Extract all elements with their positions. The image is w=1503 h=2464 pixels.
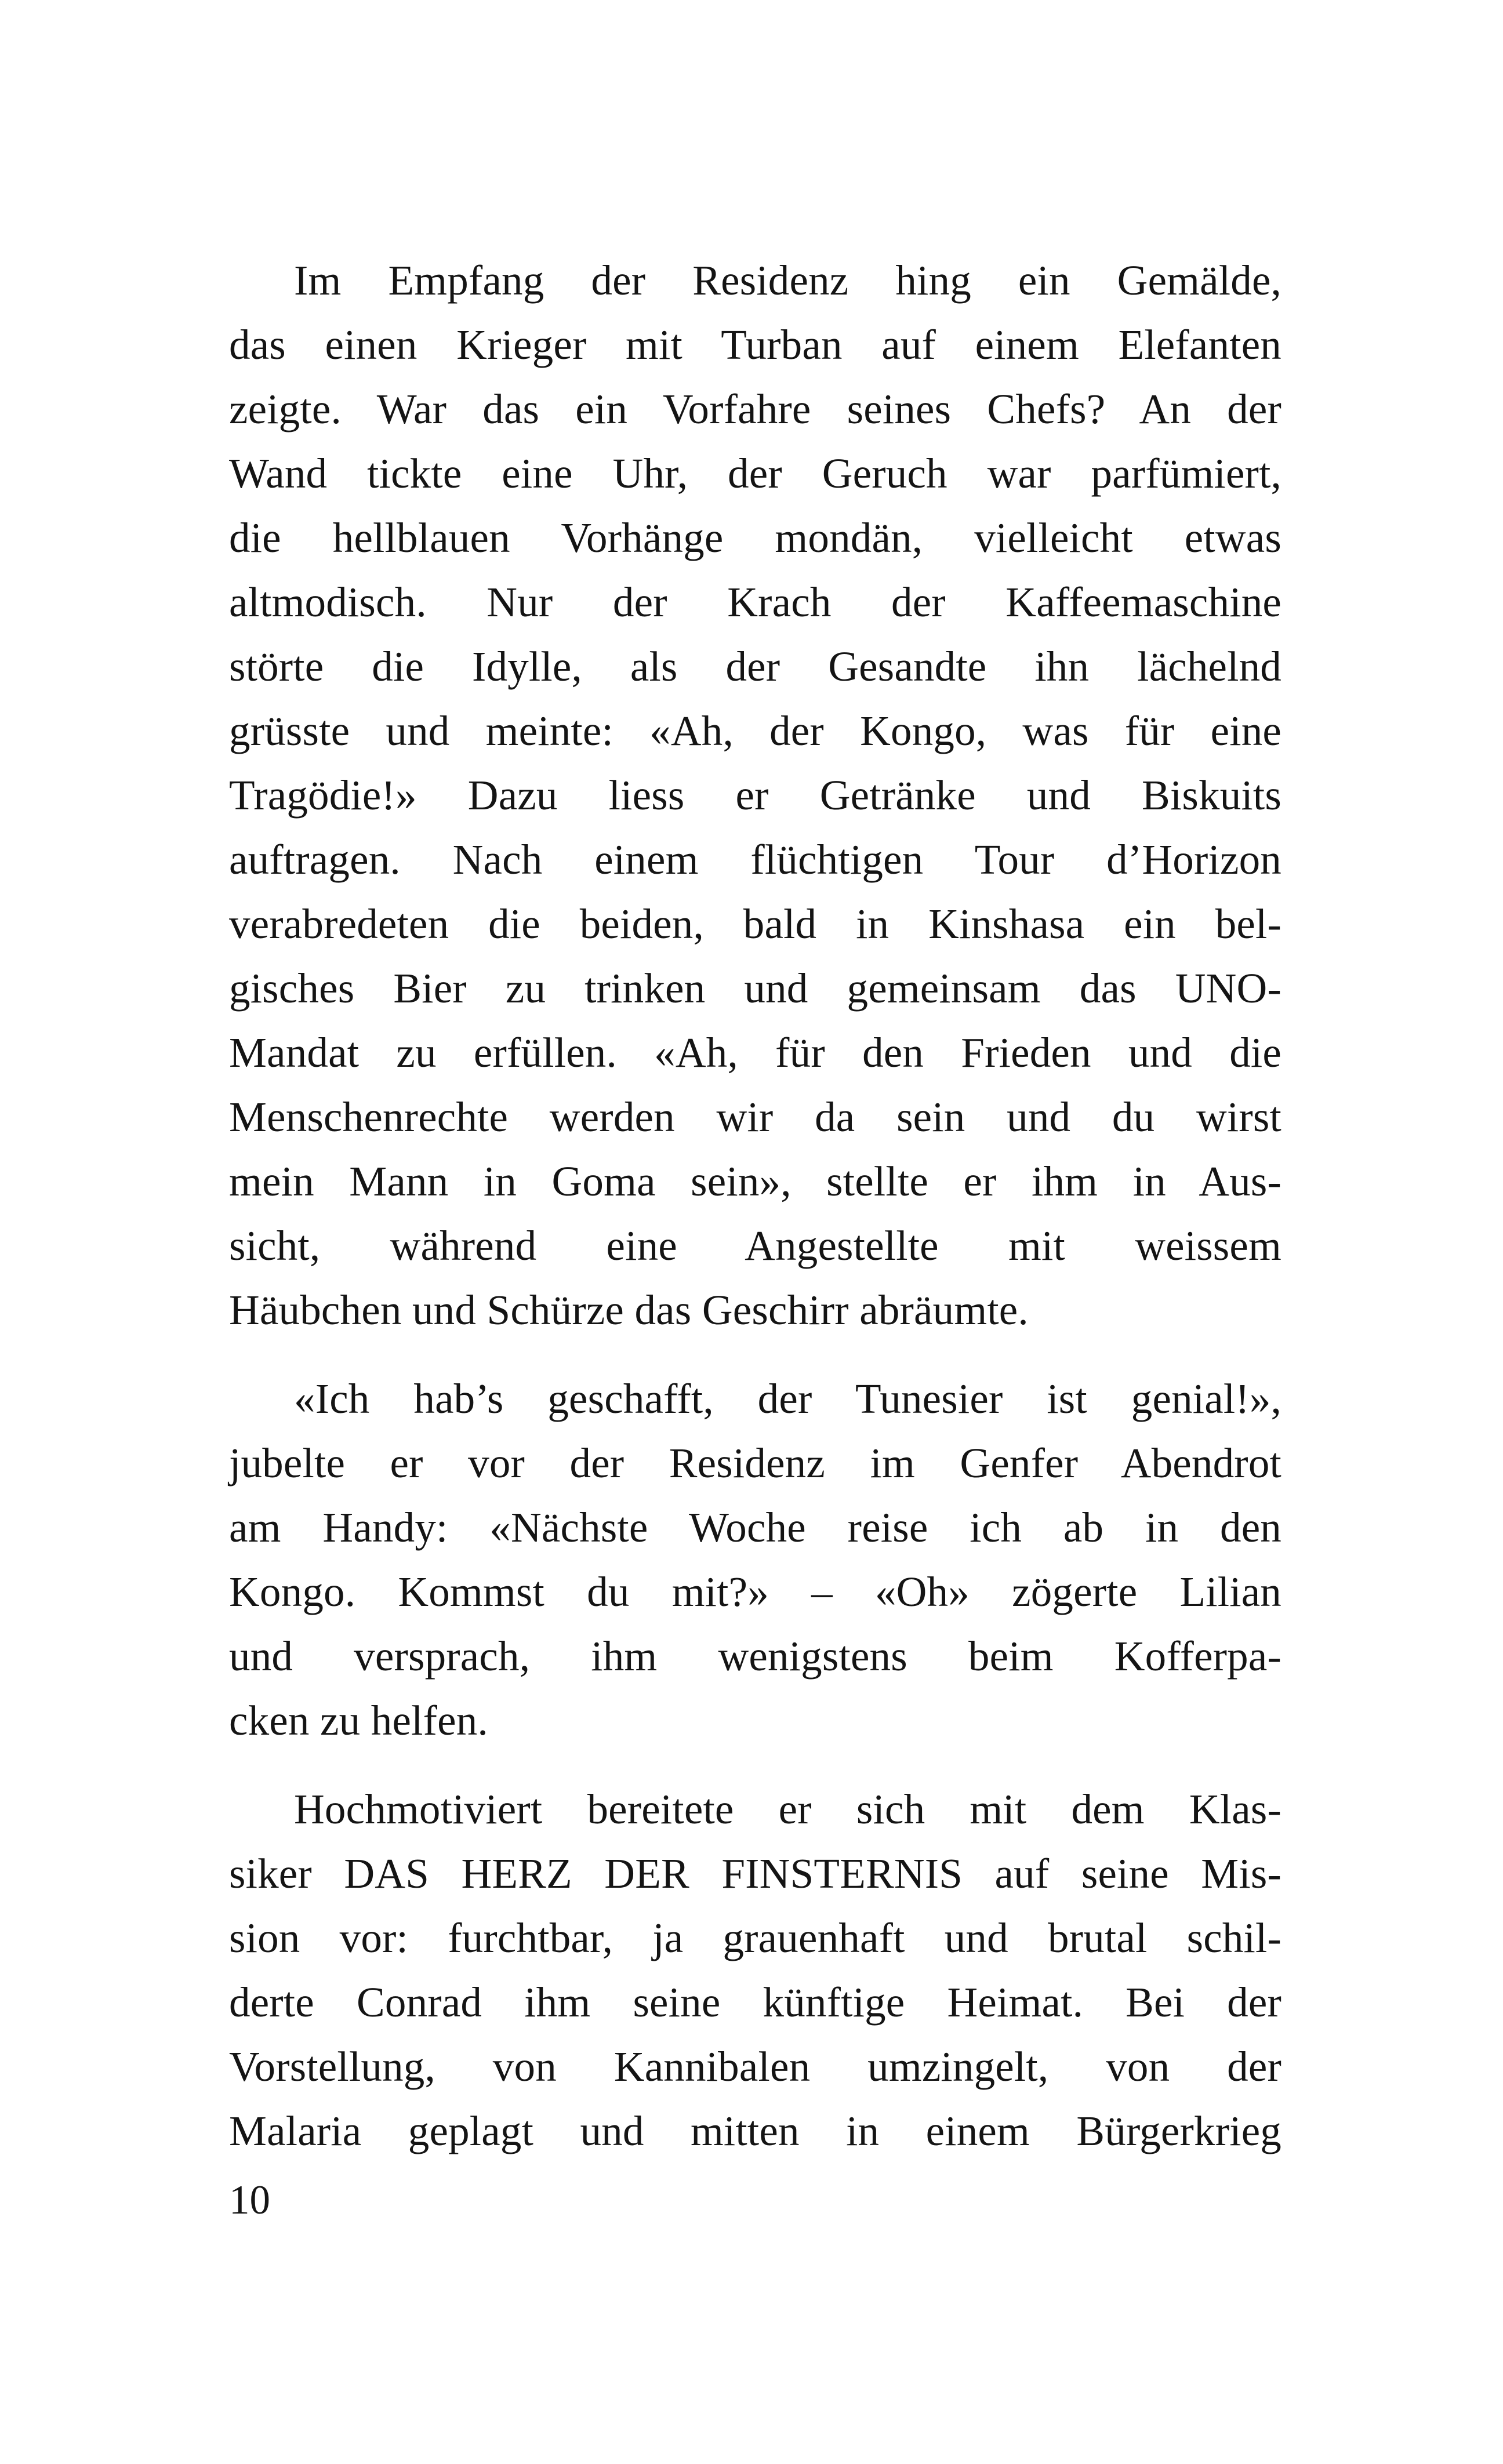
page-text [229, 248, 1281, 2187]
text-line: verabredeten die beiden, bald in Kinshasa ein bel- [229, 900, 1281, 947]
text-line: die hellblauen Vorhänge mondän, vielleicht etwas [229, 514, 1281, 561]
text-line: altmodisch. Nur der Krach der Kaffeemaschine [229, 579, 1281, 626]
text-line: Mandat zu erfüllen. «Ah, für den Frieden und die [229, 1029, 1281, 1076]
text-line: störte die Idylle, als der Gesandte ihn lächelnd [229, 643, 1281, 690]
text-line: Hochmotiviert bereitete er sich mit dem Klas- [294, 1786, 1281, 1833]
text-line: Tragödie!» Dazu liess er Getränke und Biskuits [229, 772, 1281, 819]
paragraph [229, 248, 1281, 1342]
text-line: Wand tickte eine Uhr, der Geruch war parfümiert, [229, 450, 1281, 497]
text-line: Vorstellung, von Kannibalen umzingelt, von der [229, 2043, 1281, 2090]
paragraph [229, 1367, 1281, 1753]
text-line: sion vor: furchtbar, ja grauenhaft und brutal schil- [229, 1914, 1281, 1961]
paragraph [229, 1777, 1281, 2163]
text-line: gisches Bier zu trinken und gemeinsam das UNO- [229, 965, 1281, 1012]
text-line: Menschenrechte werden wir da sein und du wirst [229, 1093, 1281, 1140]
text-line: «Ich hab’s geschafft, der Tunesier ist genial!», [294, 1375, 1281, 1422]
text-line: sicht, während eine Angestellte mit weissem [229, 1222, 1281, 1269]
text-line: cken zu helfen. [229, 1697, 488, 1744]
text-line: Im Empfang der Residenz hing ein Gemälde, [294, 257, 1281, 304]
text-line: am Handy: «Nächste Woche reise ich ab in den [229, 1504, 1281, 1551]
text-line: Häubchen und Schürze das Geschirr abräumte. [229, 1286, 1029, 1333]
page-number: 10 [229, 2178, 270, 2223]
text-line: und versprach, ihm wenigstens beim Kofferpa- [229, 1633, 1281, 1680]
text-line: zeigte. War das ein Vorfahre seines Chefs? An der [229, 386, 1281, 433]
text-line: jubelte er vor der Residenz im Genfer Abendrot [229, 1440, 1281, 1487]
text-line: siker DAS HERZ DER FINSTERNIS auf seine Mis- [229, 1850, 1281, 1897]
text-line: Kongo. Kommst du mit?» – «Oh» zögerte Lilian [229, 1568, 1281, 1615]
text-line: auftragen. Nach einem flüchtigen Tour d’Horizon [229, 836, 1281, 883]
text-line: derte Conrad ihm seine künftige Heimat. Bei der [229, 1979, 1281, 2026]
text-line: grüsste und meinte: «Ah, der Kongo, was für eine [229, 707, 1281, 754]
text-line: Malaria geplagt und mitten in einem Bürgerkrieg [229, 2107, 1281, 2154]
text-line: mein Mann in Goma sein», stellte er ihm in Aus- [229, 1158, 1281, 1205]
text-line: das einen Krieger mit Turban auf einem Elefanten [229, 321, 1281, 368]
